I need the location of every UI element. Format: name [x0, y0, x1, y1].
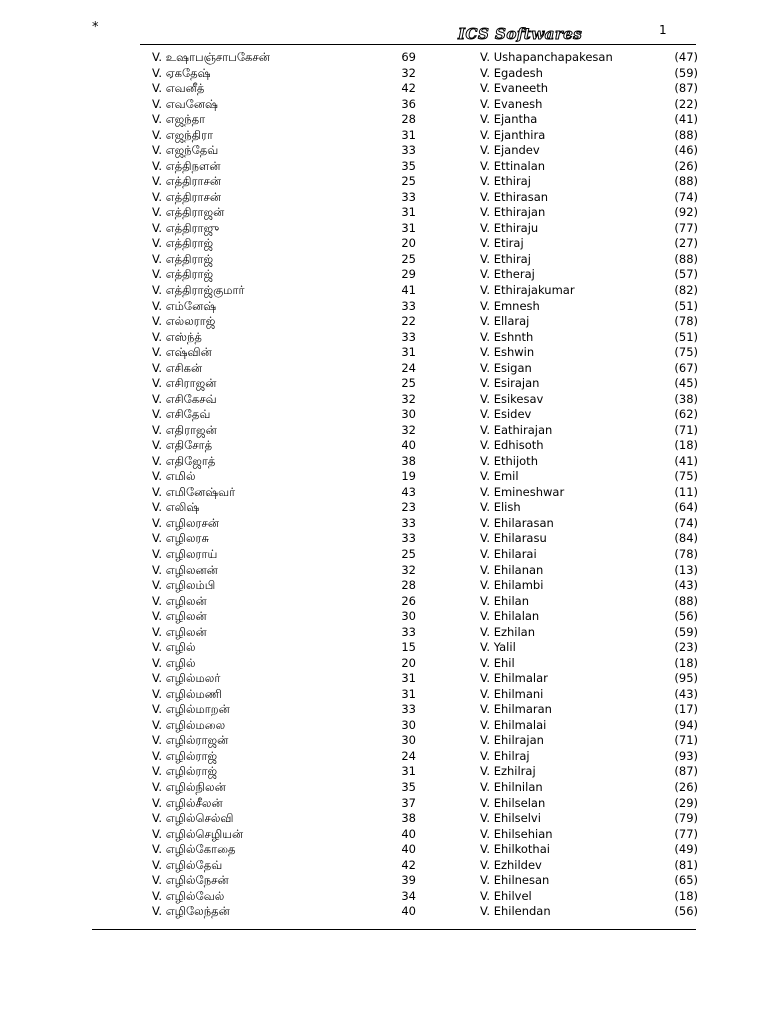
list-item: [0, 531, 768, 547]
name-frequency: (59): [674, 65, 698, 80]
tamil-name: V. எழில்கோதை: [152, 842, 236, 857]
english-name: V. Ehilsehian: [480, 826, 553, 841]
name-count: 33: [401, 531, 416, 546]
tamil-name: V. எழில்செழியன்: [152, 826, 244, 841]
name-frequency: (13): [674, 562, 698, 577]
tamil-name: V. எல்லராஜ்: [152, 314, 216, 329]
english-name: V. Etheraj: [480, 267, 535, 282]
english-name: V. Esikesav: [480, 391, 544, 406]
english-name: V. Ushapanchapakesan: [480, 50, 613, 64]
english-name: V. Ehil: [480, 655, 515, 670]
name-frequency: (22): [674, 96, 698, 111]
tamil-name: V. எமினேஷ்வர்: [152, 484, 236, 499]
name-frequency: (84): [674, 531, 698, 546]
list-item: [0, 438, 768, 454]
english-name: V. Emil: [480, 469, 519, 484]
name-count: 25: [401, 251, 416, 266]
name-frequency: (51): [674, 329, 698, 344]
name-count: 29: [401, 267, 416, 282]
name-count: 40: [401, 826, 416, 841]
english-name: V. Ehilendan: [480, 904, 551, 919]
english-name: V. Ehilrajan: [480, 733, 544, 748]
english-name: V. Ezhilraj: [480, 764, 536, 779]
name-frequency: (74): [674, 515, 698, 530]
list-item: [0, 811, 768, 827]
name-frequency: (88): [674, 593, 698, 608]
english-name: V. Ehilnilan: [480, 779, 543, 794]
english-name: V. Evanesh: [480, 96, 543, 111]
name-count: 37: [401, 795, 416, 810]
list-item: [0, 594, 768, 610]
english-name: V. Eshnth: [480, 329, 534, 344]
english-name: V. Ethirajakumar: [480, 282, 575, 297]
list-item: [0, 780, 768, 796]
name-frequency: (59): [674, 624, 698, 639]
tamil-name: V. எழில்நேசன்: [152, 873, 229, 888]
list-item: [0, 205, 768, 221]
name-count: 25: [401, 174, 416, 189]
name-frequency: (95): [674, 671, 698, 686]
name-frequency: (46): [674, 143, 698, 158]
english-name: V. Elish: [480, 500, 521, 515]
name-count: 38: [401, 811, 416, 826]
tamil-name: V. எத்திராஜ்: [152, 267, 214, 282]
name-count: 39: [401, 873, 416, 888]
tamil-name: V. எழில்செல்வி: [152, 811, 234, 826]
english-name: V. Ellaraj: [480, 314, 530, 329]
list-item: [0, 252, 768, 268]
list-item: [0, 50, 768, 66]
page-number: 1: [659, 23, 667, 37]
list-item: [0, 423, 768, 439]
english-name: V. Ehilselan: [480, 795, 546, 810]
name-count: 31: [401, 220, 416, 235]
english-name: V. Eshwin: [480, 345, 535, 360]
english-name: V. Ehilraj: [480, 748, 530, 763]
english-name: V. Ejantha: [480, 112, 538, 127]
name-frequency: (43): [674, 686, 698, 701]
list-item: [0, 702, 768, 718]
name-frequency: (82): [674, 282, 698, 297]
english-name: V. Ehilambi: [480, 578, 544, 593]
tamil-name: V. எஜந்திரா: [152, 127, 214, 142]
name-count: 40: [401, 904, 416, 919]
name-frequency: (62): [674, 407, 698, 422]
english-name: V. Ethirasan: [480, 189, 549, 204]
name-count: 25: [401, 547, 416, 561]
english-name: V. Esidev: [480, 407, 532, 422]
english-name: V. Ethijoth: [480, 453, 538, 468]
name-frequency: (71): [674, 733, 698, 748]
name-frequency: (51): [674, 298, 698, 313]
tamil-name: V. எசிராஜன்: [152, 376, 217, 391]
list-item: [0, 190, 768, 206]
tamil-name: V. எழில்தேவ்: [152, 857, 223, 872]
list-item: [0, 671, 768, 687]
name-count: 31: [401, 205, 416, 220]
name-frequency: (57): [674, 267, 698, 282]
list-item: [0, 889, 768, 905]
list-item: [0, 407, 768, 423]
english-name: V. Esirajan: [480, 376, 540, 391]
list-item: [0, 827, 768, 843]
list-item: [0, 516, 768, 532]
list-item: [0, 687, 768, 703]
english-name: V. Ezhildev: [480, 857, 542, 872]
name-count: 33: [401, 624, 416, 639]
list-item: [0, 81, 768, 97]
name-count: 42: [401, 81, 416, 96]
list-item: [0, 749, 768, 765]
name-count: 32: [401, 422, 416, 437]
name-frequency: (78): [674, 547, 698, 561]
name-frequency: (27): [674, 236, 698, 251]
tamil-name: V. எழில்ராஜன்: [152, 733, 229, 748]
name-frequency: (26): [674, 779, 698, 794]
english-name: V. Eathirajan: [480, 422, 553, 437]
name-count: 30: [401, 733, 416, 748]
english-name: V. Esigan: [480, 360, 532, 375]
name-count: 32: [401, 391, 416, 406]
english-name: V. Yalil: [480, 640, 516, 655]
name-count: 43: [401, 484, 416, 499]
name-count: 30: [401, 609, 416, 624]
name-frequency: (78): [674, 314, 698, 329]
name-count: 25: [401, 376, 416, 391]
tamil-name: V. எழில்: [152, 655, 196, 670]
name-count: 19: [401, 469, 416, 484]
english-name: V. Ehilkothai: [480, 842, 550, 857]
list-item: [0, 128, 768, 144]
english-name: V. Ehilarai: [480, 547, 537, 561]
tamil-name: V. எழிலம்பி: [152, 578, 216, 593]
list-item: [0, 578, 768, 594]
english-name: V. Ehilmani: [480, 686, 544, 701]
name-frequency: (65): [674, 873, 698, 888]
name-count: 24: [401, 360, 416, 375]
english-name: V. Ehilanan: [480, 562, 544, 577]
tamil-name: V. எத்திநளன்: [152, 158, 221, 173]
list-item: [0, 299, 768, 315]
name-count: 24: [401, 748, 416, 763]
name-frequency: (75): [674, 469, 698, 484]
name-count: 31: [401, 671, 416, 686]
name-count: 31: [401, 686, 416, 701]
english-name: V. Emineshwar: [480, 484, 565, 499]
english-name: V. Etiraj: [480, 236, 524, 251]
tamil-name: V. எஷ்வின்: [152, 345, 212, 360]
tamil-name: V. எஜந்தேவ்: [152, 143, 219, 158]
tamil-name: V. எம்னேஷ்: [152, 298, 217, 313]
tamil-name: V. எத்திராஜு: [152, 220, 220, 235]
name-count: 31: [401, 345, 416, 360]
list-item: [0, 454, 768, 470]
name-frequency: (88): [674, 174, 698, 189]
name-frequency: (43): [674, 578, 698, 593]
name-frequency: (87): [674, 764, 698, 779]
name-count: 23: [401, 500, 416, 515]
name-frequency: (94): [674, 717, 698, 732]
tamil-name: V. எத்திராஜ்குமார்: [152, 282, 245, 297]
name-count: 31: [401, 127, 416, 142]
name-count: 31: [401, 764, 416, 779]
name-frequency: (74): [674, 189, 698, 204]
name-count: 28: [401, 578, 416, 593]
footer-rule: [92, 929, 696, 930]
english-name: V. Ehilselvi: [480, 811, 541, 826]
tamil-name: V. எழில்மணி: [152, 686, 222, 701]
page-marker: *: [92, 20, 99, 35]
name-count: 20: [401, 236, 416, 251]
tamil-name: V. உஷாபஞ்சாபகேசன்: [152, 50, 270, 64]
name-frequency: (18): [674, 438, 698, 453]
list-item: [0, 143, 768, 159]
list-item: [0, 66, 768, 82]
list-item: [0, 361, 768, 377]
name-count: 40: [401, 842, 416, 857]
tamil-name: V. எவனேஷ்: [152, 96, 218, 111]
english-name: V. Edhisoth: [480, 438, 544, 453]
tamil-name: V. எழிலரசு: [152, 531, 209, 546]
tamil-name: V. எமில்: [152, 469, 196, 484]
name-frequency: (17): [674, 702, 698, 717]
list-item: [0, 97, 768, 113]
tamil-name: V. எவனீத்: [152, 81, 205, 96]
tamil-name: V. எழில்நிலன்: [152, 779, 226, 794]
english-name: V. Ejanthira: [480, 127, 546, 142]
name-frequency: (49): [674, 842, 698, 857]
list-item: [0, 314, 768, 330]
list-item: [0, 858, 768, 874]
name-frequency: (56): [674, 609, 698, 624]
name-frequency: (77): [674, 220, 698, 235]
list-item: [0, 392, 768, 408]
name-count: 34: [401, 888, 416, 903]
english-name: V. Ejandev: [480, 143, 540, 158]
name-frequency: (41): [674, 453, 698, 468]
list-item: [0, 345, 768, 361]
name-count: 41: [401, 282, 416, 297]
tamil-name: V. எழிலராய்: [152, 547, 218, 561]
list-item: [0, 764, 768, 780]
english-name: V. Evaneeth: [480, 81, 549, 96]
list-item: [0, 609, 768, 625]
list-item: [0, 656, 768, 672]
tamil-name: V. எழில்மலை: [152, 717, 226, 732]
tamil-name: V. எழில்ராஜ்: [152, 748, 218, 763]
name-frequency: (71): [674, 422, 698, 437]
name-frequency: (29): [674, 795, 698, 810]
name-frequency: (92): [674, 205, 698, 220]
tamil-name: V. எத்திராசன்: [152, 174, 222, 189]
list-item: [0, 221, 768, 237]
name-frequency: (38): [674, 391, 698, 406]
name-count: 32: [401, 562, 416, 577]
english-name: V. Ehilalan: [480, 609, 540, 624]
name-count: 20: [401, 655, 416, 670]
tamil-name: V. எஸ்ந்த்: [152, 329, 202, 344]
name-count: 33: [401, 298, 416, 313]
english-name: V. Ehilmalar: [480, 671, 548, 686]
name-frequency: (56): [674, 904, 698, 919]
name-count: 28: [401, 112, 416, 127]
tamil-name: V. எழிலரசன்: [152, 515, 219, 530]
list-item: [0, 640, 768, 656]
list-item: [0, 485, 768, 501]
english-name: V. Ethiraju: [480, 220, 539, 235]
list-item: [0, 904, 768, 920]
list-item: [0, 842, 768, 858]
name-frequency: (87): [674, 81, 698, 96]
tamil-name: V. எத்திராஜ்: [152, 251, 214, 266]
name-count: 33: [401, 189, 416, 204]
name-frequency: (11): [674, 484, 698, 499]
tamil-name: V. எழிலேந்தன்: [152, 904, 230, 919]
tamil-name: V. எழில்: [152, 640, 196, 655]
english-name: V. Ettinalan: [480, 158, 546, 173]
name-frequency: (75): [674, 345, 698, 360]
list-item: [0, 376, 768, 392]
tamil-name: V. எசிகேசவ்: [152, 391, 217, 406]
list-item: [0, 500, 768, 516]
tamil-name: V. எதிராஜன்: [152, 422, 217, 437]
tamil-name: V. எழில்வேல்: [152, 888, 225, 903]
english-name: V. Ezhilan: [480, 624, 536, 639]
list-item: [0, 174, 768, 190]
tamil-name: V. எழிலனன்: [152, 562, 218, 577]
tamil-name: V. எழில்மாறன்: [152, 702, 230, 717]
tamil-name: V. எழிலன்: [152, 624, 207, 639]
english-name: V. Emnesh: [480, 298, 540, 313]
tamil-name: V. எத்திராஜன்: [152, 205, 225, 220]
name-count: 38: [401, 453, 416, 468]
name-frequency: (88): [674, 127, 698, 142]
name-frequency: (18): [674, 655, 698, 670]
tamil-name: V. எலிஷ்: [152, 500, 200, 515]
name-frequency: (93): [674, 748, 698, 763]
tamil-name: V. எழிலன்: [152, 593, 207, 608]
list-item: [0, 547, 768, 563]
english-name: V. Ehilan: [480, 593, 529, 608]
name-count: 33: [401, 515, 416, 530]
english-name: V. Ehilnesan: [480, 873, 550, 888]
list-item: [0, 112, 768, 128]
tamil-name: V. எஜந்தா: [152, 112, 206, 127]
name-frequency: (23): [674, 640, 698, 655]
name-frequency: (67): [674, 360, 698, 375]
name-frequency: (18): [674, 888, 698, 903]
name-frequency: (26): [674, 158, 698, 173]
name-count: 35: [401, 158, 416, 173]
tamil-name: V. எழிலன்: [152, 609, 207, 624]
name-count: 26: [401, 593, 416, 608]
tamil-name: V. எழில்ராஜ்: [152, 764, 218, 779]
list-item: [0, 625, 768, 641]
tamil-name: V. ஏகதேஷ்: [152, 65, 211, 80]
tamil-name: V. எசிகன்: [152, 360, 203, 375]
name-count: 30: [401, 717, 416, 732]
name-count: 32: [401, 65, 416, 80]
english-name: V. Ehilmalai: [480, 717, 547, 732]
list-item: [0, 563, 768, 579]
list-item: [0, 718, 768, 734]
name-frequency: (88): [674, 251, 698, 266]
tamil-name: V. எத்திராஜ்: [152, 236, 214, 251]
tamil-name: V. எசிதேவ்: [152, 407, 211, 422]
english-name: V. Ehilvel: [480, 888, 532, 903]
tamil-name: V. எதிஜோத்: [152, 453, 216, 468]
name-count: 40: [401, 438, 416, 453]
list-item: [0, 733, 768, 749]
name-count: 22: [401, 314, 416, 329]
name-count: 33: [401, 702, 416, 717]
header-rule: [140, 44, 696, 45]
list-item: [0, 873, 768, 889]
tamil-name: V. எத்திராசன்: [152, 189, 222, 204]
name-count: 33: [401, 329, 416, 344]
name-frequency: (64): [674, 500, 698, 515]
list-item: [0, 159, 768, 175]
english-name: V. Ehilarasan: [480, 515, 554, 530]
list-item: [0, 267, 768, 283]
name-count: 35: [401, 779, 416, 794]
english-name: V. Ehilmaran: [480, 702, 552, 717]
name-list: [0, 50, 768, 920]
name-count: 42: [401, 857, 416, 872]
tamil-name: V. எழில்மலர்: [152, 671, 221, 686]
name-frequency: (41): [674, 112, 698, 127]
name-frequency: (79): [674, 811, 698, 826]
brand-logo: ICS Softwares: [458, 25, 583, 43]
name-frequency: (81): [674, 857, 698, 872]
english-name: V. Ethirajan: [480, 205, 546, 220]
english-name: V. Egadesh: [480, 65, 543, 80]
tamil-name: V. எதிசோத்: [152, 438, 213, 453]
english-name: V. Ethiraj: [480, 174, 531, 189]
name-count: 30: [401, 407, 416, 422]
list-item: [0, 330, 768, 346]
name-count: 36: [401, 96, 416, 111]
list-item: [0, 236, 768, 252]
name-frequency: (45): [674, 376, 698, 391]
list-item: [0, 796, 768, 812]
list-item: [0, 283, 768, 299]
name-count: 15: [401, 640, 416, 655]
name-frequency: (77): [674, 826, 698, 841]
english-name: V. Ethiraj: [480, 251, 531, 266]
tamil-name: V. எழில்சீலன்: [152, 795, 223, 810]
name-frequency: (47): [674, 50, 698, 64]
name-count: 33: [401, 143, 416, 158]
name-count: 69: [401, 50, 416, 64]
list-item: [0, 469, 768, 485]
english-name: V. Ehilarasu: [480, 531, 547, 546]
